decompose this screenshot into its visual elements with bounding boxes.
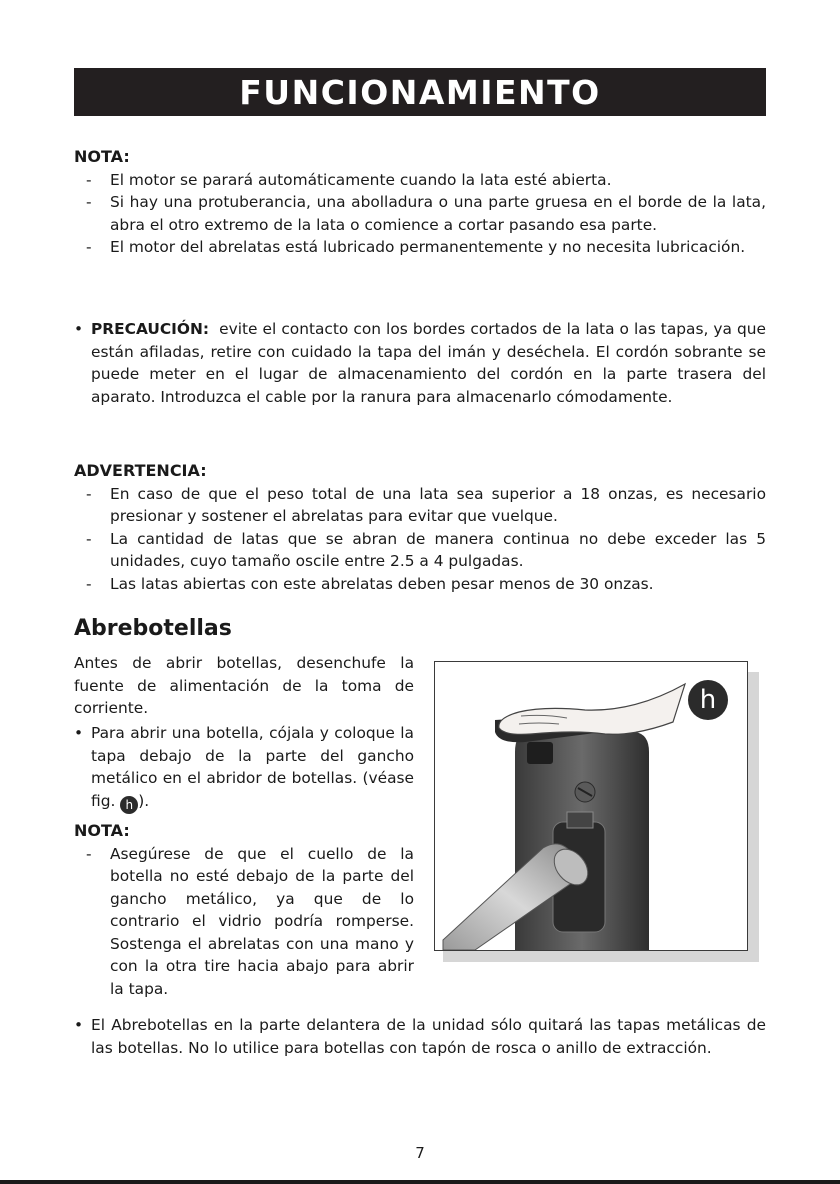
section-title: Abrebotellas [74,616,232,641]
abrebotellas-intro: Antes de abrir botellas, desenchufe la fuente de alimentación de la toma de corriente. [74,654,414,717]
precaucion-text: evite el contacto con los bordes cortados de la lata o las tapas, ya que están afiladas, retire con cuidado la tapa del imán y deséchela. El cordón sobrante se puede meter en el lugar de almacenamiento del cordón en la parte trasera del aparato. Introduzca el cable por la ranura para almacenarlo cómodamente. [91,320,766,406]
list-item: • Para abrir una botella, cójala y coloque la tapa debajo de la parte del gancho metálico en el abridor de botellas. (véase fig. h ). [74,722,414,814]
abrebotellas-nota [74,820,414,1000]
list-item: - La cantidad de latas que se abran de manera continua no debe exceder las 5 unidades, cuyo tamaño oscile entre 2.5 a 4 pulgadas. [86,529,766,570]
abrebotellas-bullet-2 [74,1014,766,1059]
list-item: - El motor del abrelatas está lubricado permanentemente y no necesita lubricación. [86,238,746,256]
page-title: FUNCIONAMIENTO [239,72,601,112]
precaucion-label: PRECAUCIÓN: [91,320,210,338]
list-item: - En caso de que el peso total de una lata sea superior a 18 onzas, es necesario presionar y sostener el abrelatas para evitar que vuelque. [86,484,766,525]
bottom-rule [0,1180,840,1184]
nota-section [74,146,766,259]
list-item: - Las latas abiertas con este abrelatas deben pesar menos de 30 onzas. [86,574,654,593]
page-title-banner [74,68,766,116]
precaucion-section [74,318,766,408]
advertencia-section [74,460,766,595]
abrebotellas-bullet-1 [74,722,414,814]
figure-ref-badge: h [120,796,138,814]
list-item: - Asegúrese de que el cuello de la botella no esté debajo de la parte del gancho metálico, ya que de lo contrario el vidrio podría romperse. Sostenga el abrelatas con una mano y con la otra tire hacia abajo para abrir la tapa. [86,844,414,998]
list-item: • El Abrebotellas en la parte delantera de la unidad sólo quitará las tapas metálicas de las botellas. No lo utilice para botellas con tapón de rosca o anillo de extracción. [74,1016,766,1057]
list-item: • PRECAUCIÓN: evite el contacto con los bordes cortados de la lata o las tapas, ya que están afiladas, retire con cuidado la tapa del imán y deséchela. El cordón sobrante se puede meter en el lugar de almacenamiento del cordón en la parte trasera del aparato. Introduzca el cable por la ranura para almacenarlo cómodamente. [74,320,766,406]
page-number: 7 [415,1144,425,1162]
list-item: - El motor se parará automáticamente cuando la lata esté abierta. [86,170,612,189]
list-item: - Si hay una protuberancia, una abolladura o una parte gruesa en el borde de la lata, abra el otro extremo de la lata o comience a cortar pasando esa parte. [86,193,766,234]
advertencia-heading: ADVERTENCIA: [74,461,207,480]
figure-label-badge: h [688,680,728,720]
nota-heading: NOTA: [74,147,130,166]
nota-heading: NOTA: [74,821,130,840]
